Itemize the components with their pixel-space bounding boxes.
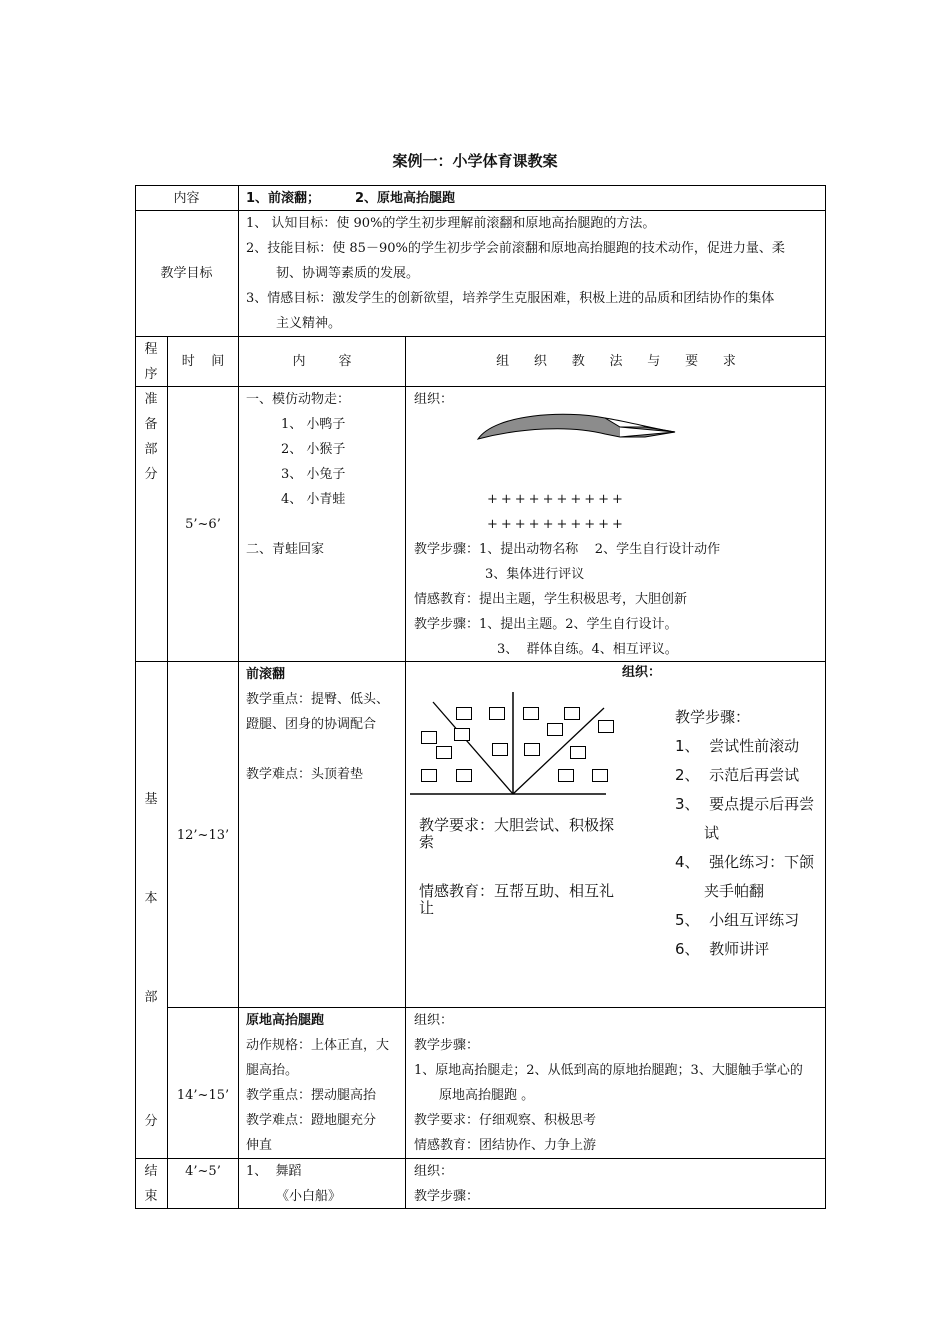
roll-emotion-2: 让: [419, 899, 435, 917]
prep-content-2: 1、 小鸭子: [281, 417, 346, 432]
prep-emotion: 情感教育：提出主题，学生积极思考，大胆创新: [414, 592, 688, 607]
roll-step-1: 1、 尝试性前滚动: [675, 737, 800, 755]
roll-emotion-1: 情感教育：互帮互助、相互礼: [419, 882, 615, 900]
run-org-4: 原地高抬腿跑 。: [439, 1088, 535, 1103]
mat-box: [456, 707, 472, 720]
section-prep-char-4: 分: [144, 467, 158, 482]
prep-steps-4: 3、 群体自练。4、相互评议。: [497, 642, 678, 657]
prep-steps-1: 教学步骤：1、提出动物名称 2、学生自行设计动作: [414, 542, 721, 557]
mat-box: [492, 743, 508, 756]
roll-difficulty: 教学难点：头顶着垫: [246, 767, 364, 782]
formation-v-diagram: [408, 690, 608, 796]
run-org-5: 教学要求：仔细观察、积极思考: [414, 1113, 597, 1128]
content-label: 内容: [173, 191, 200, 206]
section-end-char-1: 结: [144, 1164, 158, 1179]
run-content-3: 教学重点：摆动腿高抬: [246, 1088, 377, 1103]
run-content-1: 动作规格：上体正直，大: [246, 1038, 390, 1053]
goal-affective: 3、情感目标：激发学生的创新欲望，培养学生克服困难，积极上进的品质和团结协作的集体: [246, 291, 775, 306]
page-title: 案例一：小学体育课教案: [392, 152, 558, 170]
mat-box: [421, 769, 437, 782]
section-prep-char-2: 备: [144, 417, 158, 432]
roll-step-4: 4、 强化练习：下颌: [675, 853, 815, 871]
roll-focus-1: 教学重点：提臀、低头、: [246, 692, 390, 707]
section-prep-char-1: 准: [144, 392, 158, 407]
section-basic-char-3: 部: [144, 990, 158, 1005]
section-basic-char-4: 分: [144, 1114, 158, 1129]
roll-step-3: 3、 要点提示后再尝: [675, 795, 815, 813]
formation-row-1: ++++++++++: [487, 492, 626, 507]
col-time: 时 间: [181, 354, 225, 369]
formation-row-2: ++++++++++: [487, 517, 626, 532]
col-content: 内 容: [292, 354, 352, 369]
roll-org-label: 组织：: [622, 665, 662, 680]
prep-org-label: 组织：: [414, 392, 454, 407]
end-org-2: 教学步骤：: [414, 1189, 480, 1204]
roll-step-4-cont: 夹手帕翻: [704, 882, 765, 900]
end-org-1: 组织：: [414, 1164, 454, 1179]
mat-box: [524, 743, 540, 756]
run-org-6: 情感教育：团结协作、力争上游: [414, 1138, 597, 1153]
prep-content-6: 二、青蛙回家: [246, 542, 325, 557]
mat-box: [523, 707, 539, 720]
section-prep-char-3: 部: [144, 442, 158, 457]
mat-box: [592, 769, 608, 782]
roll-title: 前滚翻: [246, 667, 286, 682]
prep-steps-3: 教学步骤：1、提出主题。2、学生自行设计。: [414, 617, 678, 632]
mat-box: [547, 723, 563, 736]
section-end-char-2: 束: [144, 1189, 158, 1204]
goals-label: 教学目标: [160, 266, 213, 281]
end-content-1: 1、 舞蹈: [246, 1164, 302, 1179]
run-content-2: 腿高抬。: [246, 1063, 299, 1078]
run-content-4: 教学难点：蹬地腿充分: [246, 1113, 377, 1128]
mat-box: [564, 707, 580, 720]
roll-focus-2: 蹬腿、团身的协调配合: [246, 717, 377, 732]
end-content-2: 《小白船》: [276, 1189, 342, 1204]
col-program-1: 程: [144, 342, 158, 357]
prep-content-3: 2、 小猴子: [281, 442, 346, 457]
prep-content-1: 一、模仿动物走：: [246, 392, 351, 407]
prep-content-5: 4、 小青蛙: [281, 492, 346, 507]
goal-skill: 2、技能目标：使 85－90%的学生初步学会前滚翻和原地高抬腿跑的技术动作，促进力量、柔: [246, 241, 785, 256]
mat-box: [456, 769, 472, 782]
mat-box: [558, 769, 574, 782]
lesson-topic-2: 2、原地高抬腿跑: [355, 191, 456, 206]
mat-box: [421, 731, 437, 744]
run-content-5: 伸直: [246, 1138, 273, 1153]
lesson-topic-1: 1、前滚翻；: [246, 191, 321, 206]
run-title: 原地高抬腿跑: [246, 1013, 325, 1028]
roll-step-2: 2、 示范后再尝试: [675, 766, 800, 784]
prep-content-4: 3、 小兔子: [281, 467, 346, 482]
roll-steps-title: 教学步骤：: [675, 708, 751, 726]
roll-step-3-cont: 试: [704, 824, 720, 842]
prep-time: 5’~6’: [185, 517, 221, 532]
run-time: 14’~15’: [176, 1088, 230, 1103]
roll-step-6: 6、 教师讲评: [675, 940, 770, 958]
mat-box: [570, 746, 586, 759]
run-org-2: 教学步骤：: [414, 1038, 480, 1053]
roll-requirement-2: 索: [419, 833, 435, 851]
section-basic-char-2: 本: [144, 891, 158, 906]
roll-time: 12’~13’: [176, 828, 230, 843]
mat-box: [489, 707, 505, 720]
goal-skill-cont: 韧、协调等素质的发展。: [276, 266, 420, 281]
mat-box: [454, 728, 470, 741]
run-org-1: 组织：: [414, 1013, 454, 1028]
mat-box: [436, 746, 452, 759]
mat-box: [598, 720, 614, 733]
prep-steps-2: 3、集体进行评议: [485, 567, 585, 582]
end-time: 4’~5’: [185, 1164, 221, 1179]
goal-cognitive: 1、 认知目标：使 90%的学生初步理解前滚翻和原地高抬腿跑的方法。: [246, 216, 656, 231]
section-basic-char-1: 基: [144, 792, 158, 807]
curved-arrow-diagram: [470, 408, 685, 448]
roll-requirement-1: 教学要求：大胆尝试、积极探: [419, 816, 615, 834]
run-org-3: 1、原地高抬腿走；2、从低到高的原地抬腿跑；3、大腿触手掌心的: [414, 1063, 803, 1078]
col-program-2: 序: [144, 367, 158, 382]
roll-step-5: 5、 小组互评练习: [675, 911, 800, 929]
col-organization: 组 织 教 法 与 要 求: [496, 354, 736, 369]
goal-affective-cont: 主义精神。: [276, 316, 342, 331]
